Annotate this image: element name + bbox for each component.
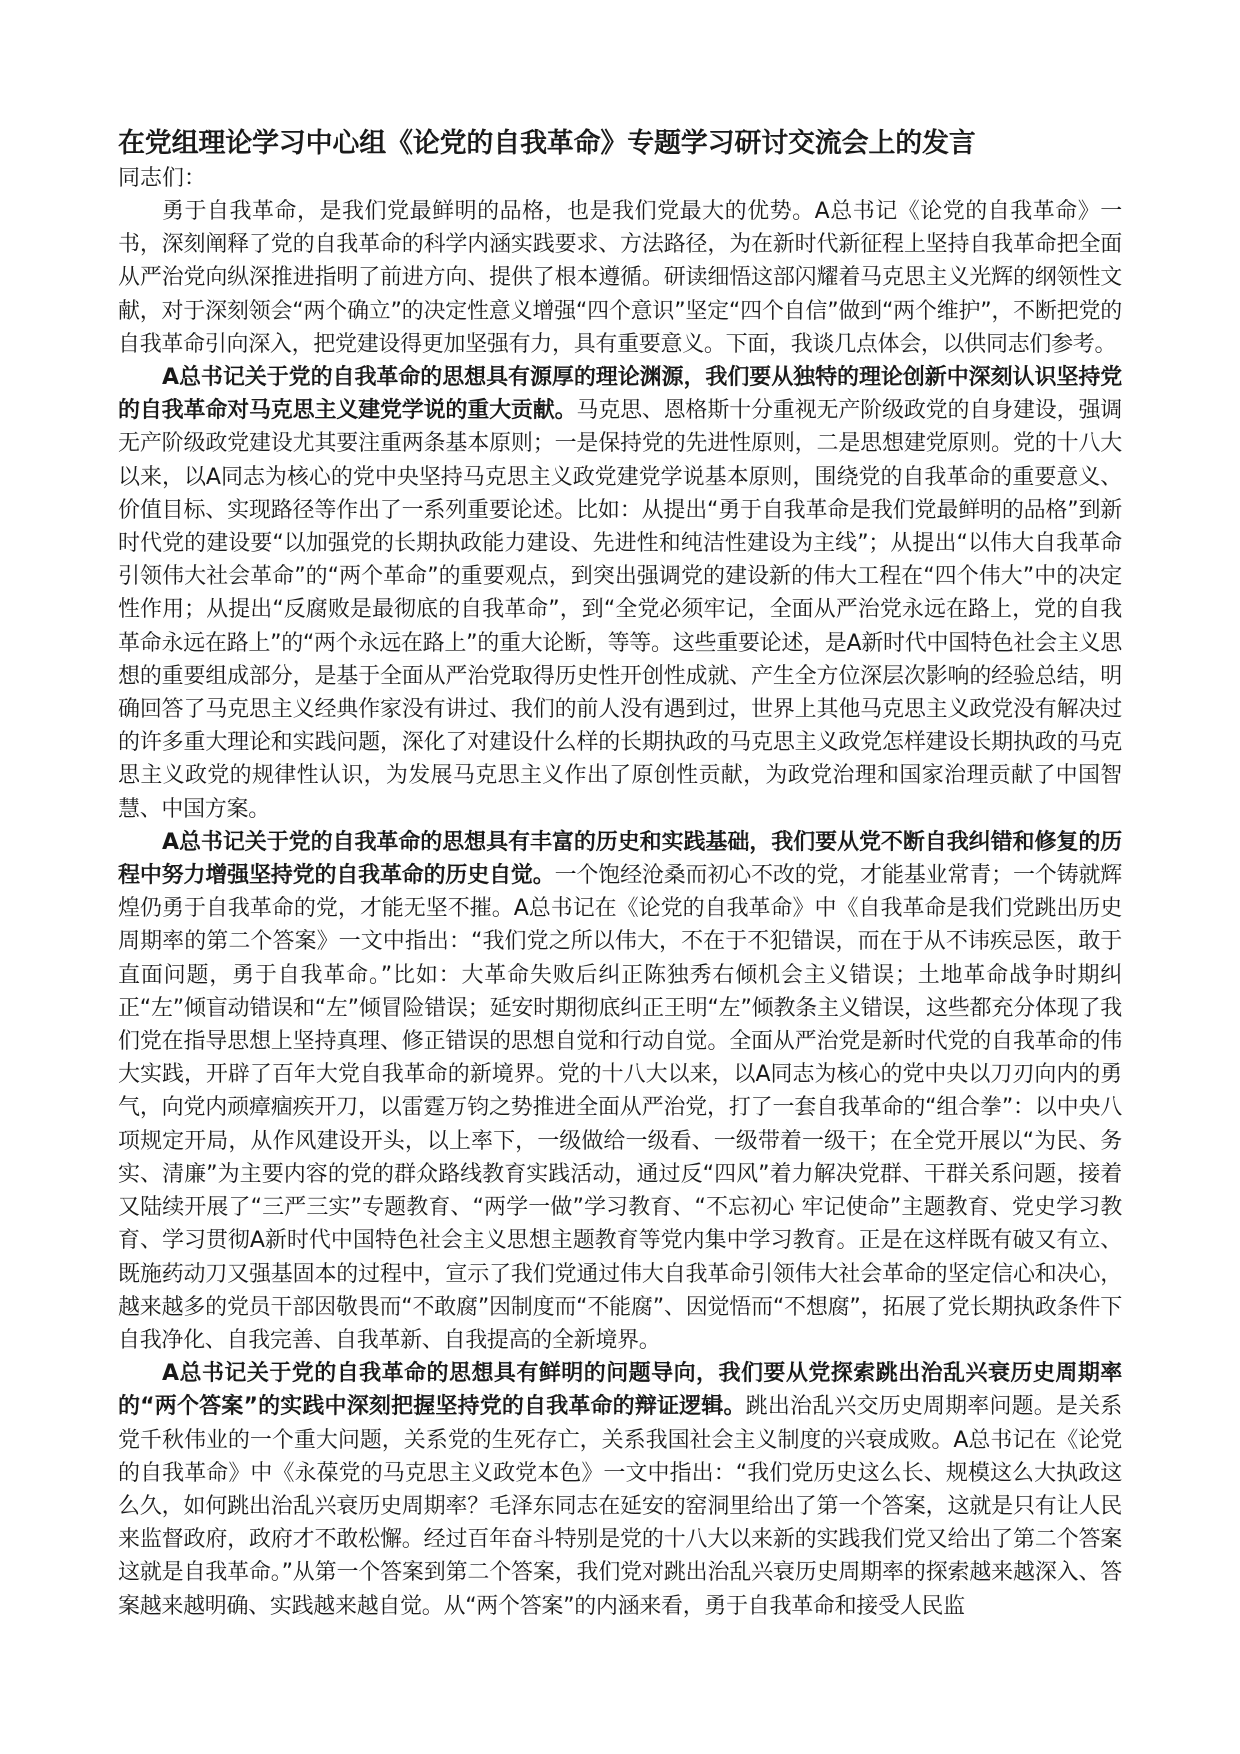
paragraph-history-lead: A总书记关于党的自我革命的思想具有丰富的历史和实践基础，我们要从党不断自我纠错和修复的历程中努力增强坚持党的自我革命的历史自觉。 bbox=[118, 829, 1122, 889]
paragraph-theory bbox=[118, 361, 1122, 826]
paragraph-problem-text: 跳出治乱兴交历史周期率问题。是关系党千秋伟业的一个重大问题，关系党的生死存亡，关系我国社会主义制度的兴衰成败。A总书记在《论党的自我革命》中《永葆党的马克思主义政党本色》一文中指出：“我们党历史这么长、规模这么大执政这么久，如何跳出治乱兴衰历史周期率？毛泽东同志在延安的窑洞里给出了第一个答案，这就是只有让人民来监督政府，政府才不敢松懈。经过百年奋斗特别是党的十八大以来新的实践我们党又给出了第二个答案这就是自我革命。”从第一个答案到第二个答案，我们党对跳出治乱兴衰历史周期率的探索越来越深入、答案越来越明确、实践越来越自觉。从“两个答案”的内涵来看，勇于自我革命和接受人民监 bbox=[118, 1394, 1122, 1619]
paragraph-intro-text: 勇于自我革命，是我们党最鲜明的品格，也是我们党最大的优势。A总书记《论党的自我革命》一书，深刻阐释了党的自我革命的科学内涵实践要求、方法路径，为在新时代新征程上坚持自我革命把全面从严治党向纵深推进指明了前进方向、提供了根本遵循。研读细悟这部闪耀着马克思主义光辉的纲领性文献，对于深刻领会“两个确立”的决定性意义增强“四个意识”坚定“四个自信”做到“两个维护”，不断把党的自我革命引向深入，把党建设得更加坚强有力，具有重要意义。下面，我谈几点体会，以供同志们参考。 bbox=[118, 199, 1122, 357]
paragraph-problem-lead: A总书记关于党的自我革命的思想具有鲜明的问题导向，我们要从党探索跳出治乱兴衰历史周期率的“两个答案”的实践中深刻把握坚持党的自我革命的辩证逻辑。 bbox=[118, 1361, 1122, 1420]
paragraph-history bbox=[118, 826, 1122, 1357]
paragraph-theory-lead: A总书记关于党的自我革命的思想具有源厚的理论渊源，我们要从独特的理论创新中深刻认识坚持党的自我革命对马克思主义建党学说的重大贡献。 bbox=[118, 365, 1122, 424]
paragraph-problem bbox=[118, 1357, 1122, 1623]
paragraph-intro bbox=[118, 195, 1122, 361]
salutation: 同志们： bbox=[118, 166, 207, 191]
document-title: 在党组理论学习中心组《论党的自我革命》专题学习研讨交流会上的发言 bbox=[118, 128, 976, 159]
paragraph-history-text: 一个饱经沧桑而初心不改的党，才能基业常青；一个铸就辉煌仍勇于自我革命的党，才能无坚不摧。A总书记在《论党的自我革命》中《自我革命是我们党跳出历史周期率的第二个答案》一文中指出：“我们党之所以伟大，不在于不犯错误，而在于从不讳疾忌医，敢于直面问题，勇于自我革命。”比如：大革命失败后纠正陈独秀右倾机会主义错误；土地革命战争时期纠正“左”倾盲动错误和“左”倾冒险错误；延安时期彻底纠正王明“左”倾教条主义错误，这些都充分体现了我们党在指导思想上坚持真理、修正错误的思想自觉和行动自觉。全面从严治党是新时代党的自我革命的伟大实践，开辟了百年大党自我革命的新境界。党的十八大以来，以A同志为核心的党中央以刀刃向内的勇气，向党内顽瘴痼疾开刀，以雷霆万钧之势推进全面从严治党，打了一套自我革命的“组合拳”：以中央八项规定开局，从作风建设开头，以上率下，一级做给一级看、一级带着一级干；在全党开展以“为民、务实、清廉”为主要内容的党的群众路线教育实践活动，通过反“四风”着力解决党群、干群关系问题，接着又陆续开展了“三严三实”专题教育、“两学一做”学习教育、“不忘初心 牢记使命”主题教育、党史学习教育、学习贯彻A新时代中国特色社会主义思想主题教育等党内集中学习教育。正是在这样既有破又有立、既施药动刀又强基固本的过程中，宣示了我们党通过伟大自我革命引领伟大社会革命的坚定信心和决心，越来越多的党员干部因敬畏而“不敢腐”因制度而“不能腐”、因觉悟而“不想腐”，拓展了党长期执政条件下自我净化、自我完善、自我革新、自我提高的全新境界。 bbox=[118, 863, 1122, 1353]
paragraph-theory-text: 马克思、恩格斯十分重视无产阶级政党的自身建设，强调无产阶级政党建设尤其要注重两条基本原则；一是保持党的先进性原则，二是思想建党原则。党的十八大以来，以A同志为核心的党中央坚持马克思主义政党建党学说基本原则，围绕党的自我革命的重要意义、价值目标、实现路径等作出了一系列重要论述。比如：从提出“勇于自我革命是我们党最鲜明的品格”到新时代党的建设要“以加强党的长期执政能力建设、先进性和纯洁性建设为主线”；从提出“以伟大自我革命引领伟大社会革命”的“两个革命”的重要观点，到突出强调党的建设新的伟大工程在“四个伟大”中的决定性作用；从提出“反腐败是最彻底的自我革命”，到“全党必须牢记，全面从严治党永远在路上，党的自我革命永远在路上”的“两个永远在路上”的重大论断，等等。这些重要论述，是A新时代中国特色社会主义思想的重要组成部分，是基于全面从严治党取得历史性开创性成就、产生全方位深层次影响的经验总结，明确回答了马克思主义经典作家没有讲过、我们的前人没有遇到过，世界上其他马克思主义政党没有解决过的许多重大理论和实践问题，深化了对建设什么样的长期执政的马克思主义政党怎样建设长期执政的马克思主义政党的规律性认识，为发展马克思主义作出了原创性贡献，为政党治理和国家治理贡献了中国智慧、中国方案。 bbox=[118, 398, 1122, 822]
document-page bbox=[118, 126, 1122, 1623]
